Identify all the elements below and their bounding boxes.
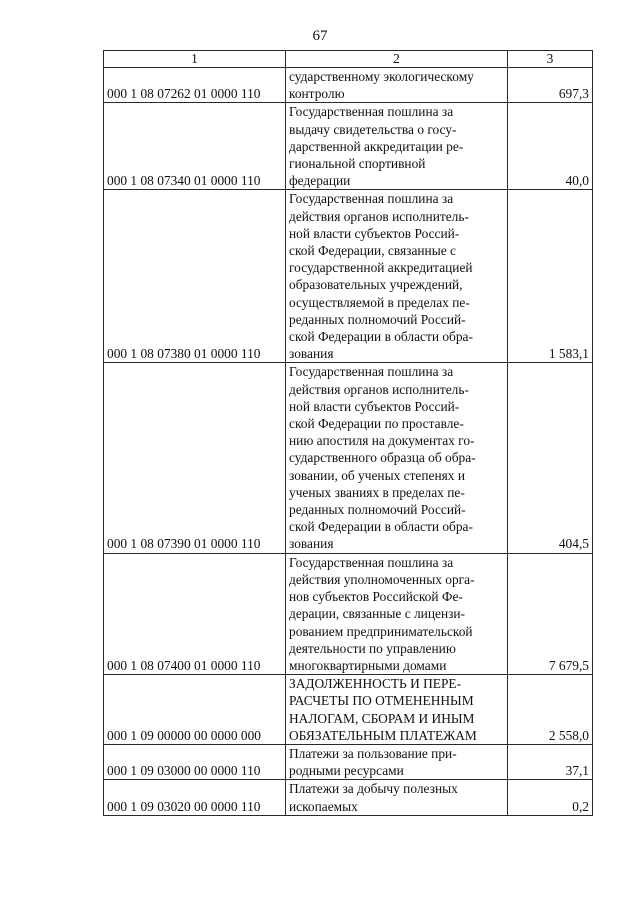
column-header-code: 1 [104, 51, 286, 68]
table-row [104, 553, 593, 674]
row-name: ЗАДОЛЖЕННОСТЬ И ПЕРЕ- РАСЧЕТЫ ПО ОТМЕНЕННЫМ НАЛОГАМ, СБОРАМ И ИНЫМ ОБЯЗАТЕЛЬНЫМ ПЛАТЕЖАМ [286, 675, 508, 745]
column-header-amount: 3 [508, 51, 593, 68]
page-number: 67 [312, 28, 328, 44]
table-row [104, 190, 593, 363]
row-amount: 37,1 [508, 744, 593, 779]
row-amount: 2 558,0 [508, 675, 593, 745]
row-name: Платежи за пользование при- родными ресурсами [286, 744, 508, 779]
row-name: Государственная пошлина за действия уполномоченных орга- нов субъектов Российской Фе- дерации, связанные с лицензи- рованием предпринимательской деятельности по управлению многоквартирными домами [286, 553, 508, 674]
row-amount: 404,5 [508, 363, 593, 553]
row-code: 000 1 09 00000 00 0000 000 [104, 675, 286, 745]
row-amount: 7 679,5 [508, 553, 593, 674]
row-amount: 40,0 [508, 103, 593, 190]
table-header-row [104, 51, 593, 68]
table-row [104, 780, 593, 815]
row-code: 000 1 08 07340 01 0000 110 [104, 103, 286, 190]
row-name: Платежи за добычу полезных ископаемых [286, 780, 508, 815]
row-code: 000 1 08 07400 01 0000 110 [104, 553, 286, 674]
table-row [104, 744, 593, 779]
table-row [104, 103, 593, 190]
row-amount: 697,3 [508, 68, 593, 103]
table-row [104, 363, 593, 553]
row-code: 000 1 08 07390 01 0000 110 [104, 363, 286, 553]
row-name: Государственная пошлина за выдачу свидетельства о госу- дарственной аккредитации ре- гиональной спортивной федерации [286, 103, 508, 190]
row-code: 000 1 08 07380 01 0000 110 [104, 190, 286, 363]
row-name: сударственному экологическому контролю [286, 68, 508, 103]
table-row [104, 68, 593, 103]
row-code: 000 1 09 03000 00 0000 110 [104, 744, 286, 779]
table-row [104, 675, 593, 745]
row-code: 000 1 08 07262 01 0000 110 [104, 68, 286, 103]
row-code: 000 1 09 03020 00 0000 110 [104, 780, 286, 815]
column-header-name: 2 [286, 51, 508, 68]
budget-table [103, 50, 593, 816]
row-name: Государственная пошлина за действия органов исполнитель- ной власти субъектов Россий- ской Федерации, связанные с государственной аккредитацией образовательных учреждений, осуществляемой в пределах пе- реданных полномочий Россий- ской Федерации в области обра- зования [286, 190, 508, 363]
row-name: Государственная пошлина за действия органов исполнитель- ной власти субъектов Россий- ской Федерации по проставле- нию апостиля на документах го- сударственного образца об обра- зовании, об ученых степенях и ученых званиях в пределах пе- реданных полномочий Россий- ской Федерации в области обра- зования [286, 363, 508, 553]
row-amount: 1 583,1 [508, 190, 593, 363]
row-amount: 0,2 [508, 780, 593, 815]
